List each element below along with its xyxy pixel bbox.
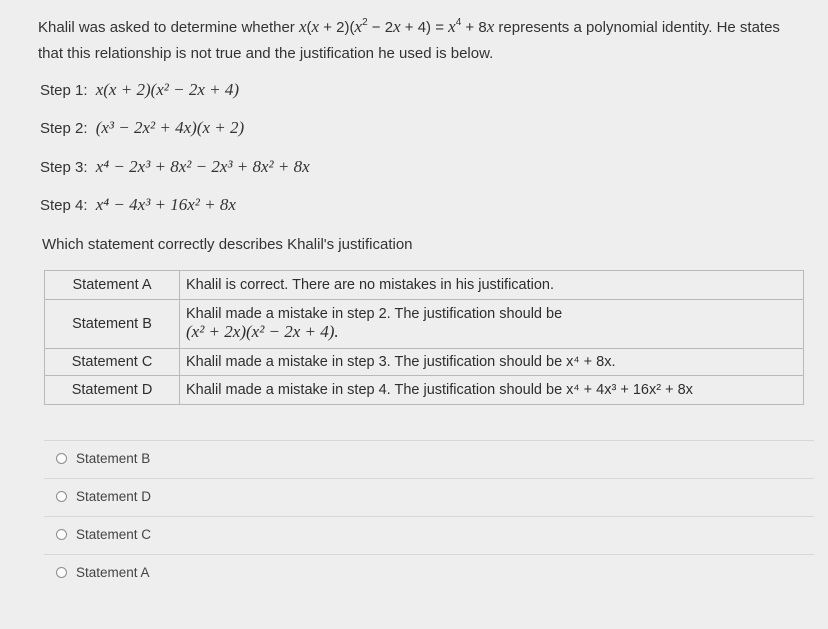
step-1 [40,80,239,100]
statement-name: Statement D [45,376,180,405]
divider [44,554,814,555]
table-row [45,271,804,300]
step-expression: x⁴ − 2x³ + 8x² − 2x³ + 8x² + 8x [95,157,310,176]
answer-option-c[interactable] [56,527,151,542]
divider [44,516,814,517]
prompt-lead: Khalil was asked to determine whether [38,19,295,36]
step-expression: (x³ − 2x² + 4x)(x + 2) [95,118,245,137]
statements-table [44,270,804,405]
table-row [45,300,804,349]
option-label: Statement A [76,565,150,580]
statement-text: Khalil made a mistake in step 4. The justification should be x⁴ + 4x³ + 16x² + 8x [180,376,804,405]
step-expression: x⁴ − 4x³ + 16x² + 8x [95,195,236,214]
option-label: Statement D [76,489,152,504]
prompt-equation: $x(x + 2)(x^2 - 2x + 4) = x^4 + 8x$ [298,17,495,36]
radio-button[interactable] [56,453,67,464]
prompt-tail: represents a polynomial identity. He states that this relationship is not true and the justification he used is below. [38,19,780,62]
answer-option-b[interactable] [56,451,150,466]
step-label: Step 3: [40,159,88,176]
statement-text: Khalil made a mistake in step 3. The justification should be x⁴ + 8x. [180,349,804,376]
divider [44,440,814,441]
table-row [45,376,804,405]
option-label: Statement B [76,451,151,466]
statement-text: Khalil is correct. There are no mistakes in his justification. [180,271,804,300]
statement-name: Statement A [45,271,180,300]
radio-button[interactable] [56,491,67,502]
step-3 [40,157,310,177]
step-4 [40,195,236,215]
statement-text-cell [180,300,804,349]
step-label: Step 4: [40,197,88,214]
radio-button[interactable] [56,529,67,540]
step-label: Step 1: [40,82,88,99]
radio-button[interactable] [56,567,67,578]
table-row [45,349,804,376]
divider [44,478,814,479]
statement-name: Statement C [45,349,180,376]
statement-text-expression: (x² + 2x)(x² − 2x + 4). [186,322,339,341]
answer-option-d[interactable] [56,489,151,504]
statement-name: Statement B [45,300,180,349]
question-text: Which statement correctly describes Khalil's justification [42,236,413,253]
step-expression: x(x + 2)(x² − 2x + 4) [95,80,240,99]
step-2 [40,118,244,138]
option-label: Statement C [76,527,152,542]
answer-option-a[interactable] [56,565,150,580]
statement-text: Khalil made a mistake in step 2. The justification should be [186,306,563,322]
question-prompt [38,14,808,67]
step-label: Step 2: [40,120,88,137]
